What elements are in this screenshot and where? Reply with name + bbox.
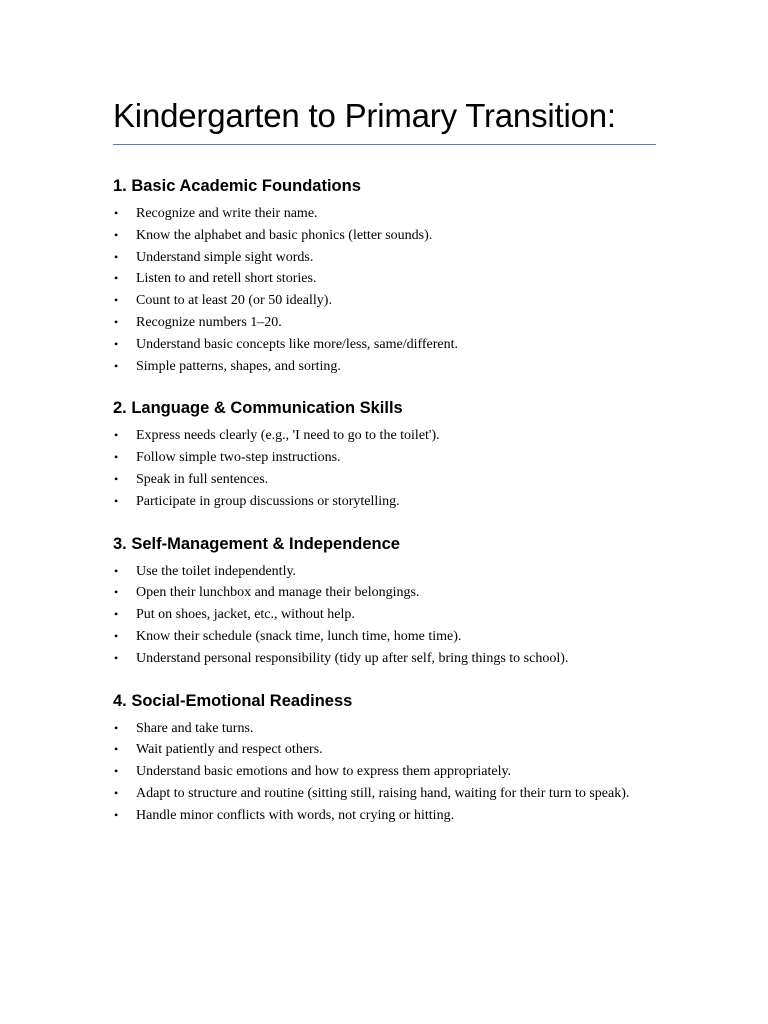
bullet-icon: • <box>114 807 119 822</box>
bullet-list <box>113 561 656 670</box>
list-item <box>113 356 656 378</box>
list-item <box>113 203 656 225</box>
list-item <box>113 761 656 783</box>
list-item <box>113 805 656 827</box>
list-item <box>113 447 656 469</box>
list-item <box>113 648 656 670</box>
list-item-text: Open their lunchbox and manage their belongings. <box>136 585 420 601</box>
bullet-icon: • <box>114 314 119 329</box>
list-item <box>113 604 656 626</box>
list-item-text: Put on shoes, jacket, etc., without help. <box>136 607 355 623</box>
list-item-text: Adapt to structure and routine (sitting still, raising hand, waiting for their turn to speak). <box>136 785 630 801</box>
bullet-icon: • <box>114 249 119 264</box>
section-self-management <box>113 533 656 670</box>
document-page <box>113 94 656 847</box>
list-item <box>113 469 656 491</box>
list-item <box>113 626 656 648</box>
list-item <box>113 268 656 290</box>
list-item <box>113 739 656 761</box>
bullet-icon: • <box>114 271 119 286</box>
bullet-icon: • <box>114 764 119 779</box>
list-item-text: Wait patiently and respect others. <box>136 742 323 758</box>
bullet-icon: • <box>114 493 119 508</box>
section-heading: 1. Basic Academic Foundations <box>113 177 361 195</box>
bullet-list <box>113 718 656 827</box>
list-item-text: Participate in group discussions or storytelling. <box>136 493 400 509</box>
bullet-icon: • <box>114 785 119 800</box>
list-item-text: Speak in full sentences. <box>136 471 269 487</box>
list-item <box>113 582 656 604</box>
section-heading: 4. Social-Emotional Readiness <box>113 691 353 710</box>
list-item-text: Understand personal responsibility (tidy up after self, bring things to school). <box>136 650 569 666</box>
list-item <box>113 491 656 513</box>
section-heading: 3. Self-Management & Independence <box>113 534 400 553</box>
section-language-communication <box>113 397 656 512</box>
list-item <box>113 425 656 447</box>
list-item-text: Understand basic concepts like more/less, same/different. <box>136 336 459 352</box>
list-item <box>113 225 656 247</box>
list-item-text: Use the toilet independently. <box>136 563 297 579</box>
list-item-text: Understand basic emotions and how to express them appropriately. <box>136 764 512 780</box>
bullet-icon: • <box>114 336 119 351</box>
list-item-text: Count to at least 20 (or 50 ideally). <box>136 293 332 309</box>
bullet-icon: • <box>114 227 119 242</box>
bullet-icon: • <box>114 742 119 757</box>
list-item-text: Recognize and write their name. <box>136 206 318 221</box>
document-title: Kindergarten to Primary Transition: <box>113 97 616 134</box>
bullet-icon: • <box>114 563 119 578</box>
list-item <box>113 334 656 356</box>
bullet-icon: • <box>114 720 119 735</box>
list-item-text: Understand simple sight words. <box>136 249 314 265</box>
bullet-icon: • <box>114 650 119 665</box>
bullet-list <box>113 203 656 377</box>
bullet-icon: • <box>114 628 119 643</box>
list-item-text: Follow simple two-step instructions. <box>136 450 341 466</box>
title-underline-rule <box>113 144 656 145</box>
bullet-icon: • <box>114 293 119 308</box>
list-item-text: Recognize numbers 1–20. <box>136 314 282 330</box>
bullet-icon: • <box>114 471 119 486</box>
list-item <box>113 312 656 334</box>
list-item <box>113 247 656 269</box>
bullet-list <box>113 425 656 512</box>
bullet-icon: • <box>114 585 119 600</box>
list-item <box>113 718 656 740</box>
bullet-icon: • <box>114 450 119 465</box>
list-item-text: Handle minor conflicts with words, not crying or hitting. <box>136 807 455 823</box>
section-heading: 2. Language & Communication Skills <box>113 399 403 418</box>
bullet-icon: • <box>114 358 119 373</box>
list-item-text: Know the alphabet and basic phonics (letter sounds). <box>136 227 433 243</box>
bullet-icon: • <box>114 428 119 443</box>
list-item <box>113 783 656 805</box>
list-item-text: Listen to and retell short stories. <box>136 271 317 287</box>
list-item-text: Know their schedule (snack time, lunch time, home time). <box>136 628 462 644</box>
list-item-text: Simple patterns, shapes, and sorting. <box>136 358 341 374</box>
list-item-text: Share and take turns. <box>136 720 254 736</box>
bullet-icon: • <box>114 607 119 622</box>
list-item <box>113 290 656 312</box>
section-academic-foundations <box>113 175 656 377</box>
list-item <box>113 561 656 583</box>
section-social-emotional <box>113 690 656 827</box>
bullet-icon: • <box>114 206 119 220</box>
list-item-text: Express needs clearly (e.g., 'I need to go to the toilet'). <box>136 428 440 444</box>
